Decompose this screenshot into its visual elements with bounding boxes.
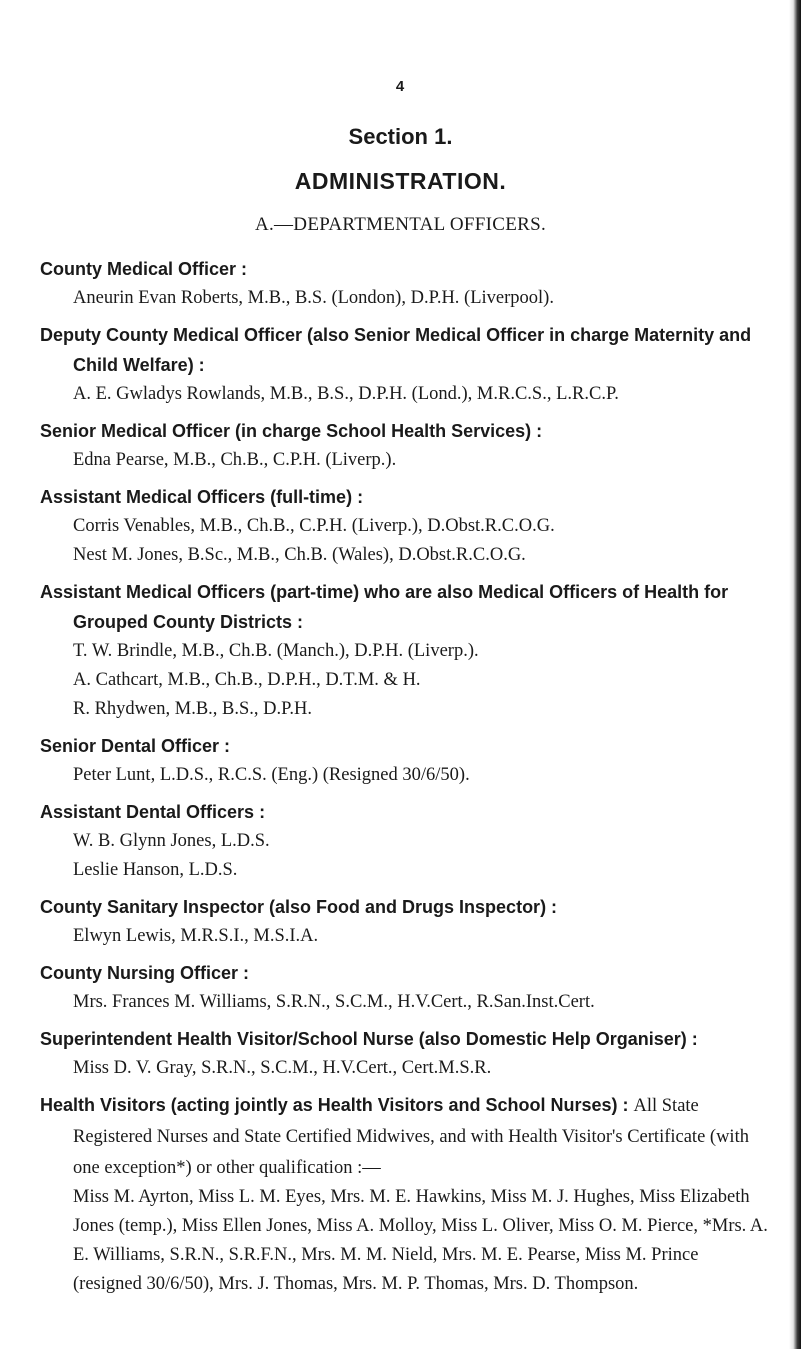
health-visitors-entry: [40, 1090, 770, 1299]
entries-container: [40, 254, 770, 1090]
officer-role-heading: County Sanitary Inspector (also Food and Drugs Inspector) :: [40, 897, 558, 917]
officer-entry: [40, 1024, 770, 1090]
entry-spacer: [40, 1017, 770, 1024]
entry-spacer: [40, 724, 770, 731]
entry-spacer: [40, 570, 770, 577]
officer-name: Mrs. Frances M. Williams, S.R.N., S.C.M., H.V.Cert., R.San.Inst.Cert.: [73, 992, 595, 1012]
entry-spacer: [40, 313, 770, 320]
page-title: ADMINISTRATION.: [294, 168, 507, 194]
officer-name: Peter Lunt, L.D.S., R.C.S. (Eng.) (Resigned 30/6/50).: [73, 765, 470, 785]
officer-name: T. W. Brindle, M.B., Ch.B. (Manch.), D.P.H. (Liverp.).: [73, 641, 479, 661]
health-visitors-note: All State Registered Nurses and State Certified Midwives, and with Health Visitor's Certificate (with one exception*) or other qualification :—: [73, 1096, 749, 1178]
health-visitors-names: Miss M. Ayrton, Miss L. M. Eyes, Mrs. M. E. Hawkins, Miss M. J. Hughes, Miss Elizabeth Jones (temp.), Miss Ellen Jones, Miss A. Molloy, Miss L. Oliver, Miss O. M. Pierce, *Mrs. A. E. Williams, S.R.N., S.R.F.N., Mrs. M. M. Nield, Mrs. M. E. Pearse, Miss M. Prince (resigned 30/6/50), Mrs. J. Thomas, Mrs. M. P. Thomas, Mrs. D. Thompson.: [73, 1187, 768, 1294]
officer-entry: [40, 577, 770, 731]
officer-entry: [40, 416, 770, 482]
officer-name: Leslie Hanson, L.D.S.: [73, 860, 238, 880]
section-title: Section 1.: [348, 124, 453, 149]
officer-name: W. B. Glynn Jones, L.D.S.: [73, 831, 270, 851]
officer-role-heading: Assistant Medical Officers (part-time) who are also Medical Officers of Health for Grouped County Districts :: [40, 582, 729, 632]
officer-name: Edna Pearse, M.B., Ch.B., C.P.H. (Liverp.).: [73, 450, 397, 470]
officer-role-heading: County Nursing Officer :: [40, 963, 250, 983]
officer-entry: [40, 254, 770, 320]
officer-entry: [40, 892, 770, 958]
officer-name: Corris Venables, M.B., Ch.B., C.P.H. (Liverp.), D.Obst.R.C.O.G.: [73, 516, 555, 536]
officer-name: A. Cathcart, M.B., Ch.B., D.P.H., D.T.M. & H.: [73, 670, 421, 690]
entry-spacer: [40, 1083, 770, 1090]
officer-name: A. E. Gwladys Rowlands, M.B., B.S., D.P.H. (Lond.), M.R.C.S., L.R.C.P.: [73, 384, 619, 404]
officer-name: R. Rhydwen, M.B., B.S., D.P.H.: [73, 699, 313, 719]
entry-spacer: [40, 790, 770, 797]
officer-entry: [40, 797, 770, 892]
officer-role-heading: Assistant Medical Officers (full-time) :: [40, 487, 364, 507]
officer-role-heading: Assistant Dental Officers :: [40, 802, 266, 822]
officer-name: Nest M. Jones, B.Sc., M.B., Ch.B. (Wales), D.Obst.R.C.O.G.: [73, 545, 526, 565]
entry-spacer: [40, 475, 770, 482]
officer-role-heading: Deputy County Medical Officer (also Senior Medical Officer in charge Maternity and Child Welfare) :: [40, 325, 752, 375]
officer-entry: [40, 958, 770, 1024]
officer-name: Elwyn Lewis, M.R.S.I., M.S.I.A.: [73, 926, 319, 946]
officers-list: [40, 254, 770, 1299]
health-visitors-title: Health Visitors (acting jointly as Health Visitors and School Nurses) :: [40, 1095, 629, 1115]
page-edge-shadow: [789, 0, 801, 1349]
entry-spacer: [40, 951, 770, 958]
officer-entry: [40, 320, 770, 416]
officer-name: Aneurin Evan Roberts, M.B., B.S. (London), D.P.H. (Liverpool).: [73, 288, 554, 308]
officer-entry: [40, 731, 770, 797]
officer-name: Miss D. V. Gray, S.R.N., S.C.M., H.V.Cert., Cert.M.S.R.: [73, 1058, 492, 1078]
officer-entry: [40, 482, 770, 577]
subsection-title: A.—DEPARTMENTAL OFFICERS.: [254, 214, 547, 235]
officer-role-heading: Senior Medical Officer (in charge School Health Services) :: [40, 421, 543, 441]
entry-spacer: [40, 409, 770, 416]
officer-role-heading: Senior Dental Officer :: [40, 736, 231, 756]
officer-role-heading: Superintendent Health Visitor/School Nurse (also Domestic Help Organiser) :: [40, 1029, 698, 1049]
entry-spacer: [40, 885, 770, 892]
officer-role-heading: County Medical Officer :: [40, 259, 248, 279]
page-number: 4: [395, 78, 405, 95]
health-visitors-heading: [40, 1090, 770, 1183]
